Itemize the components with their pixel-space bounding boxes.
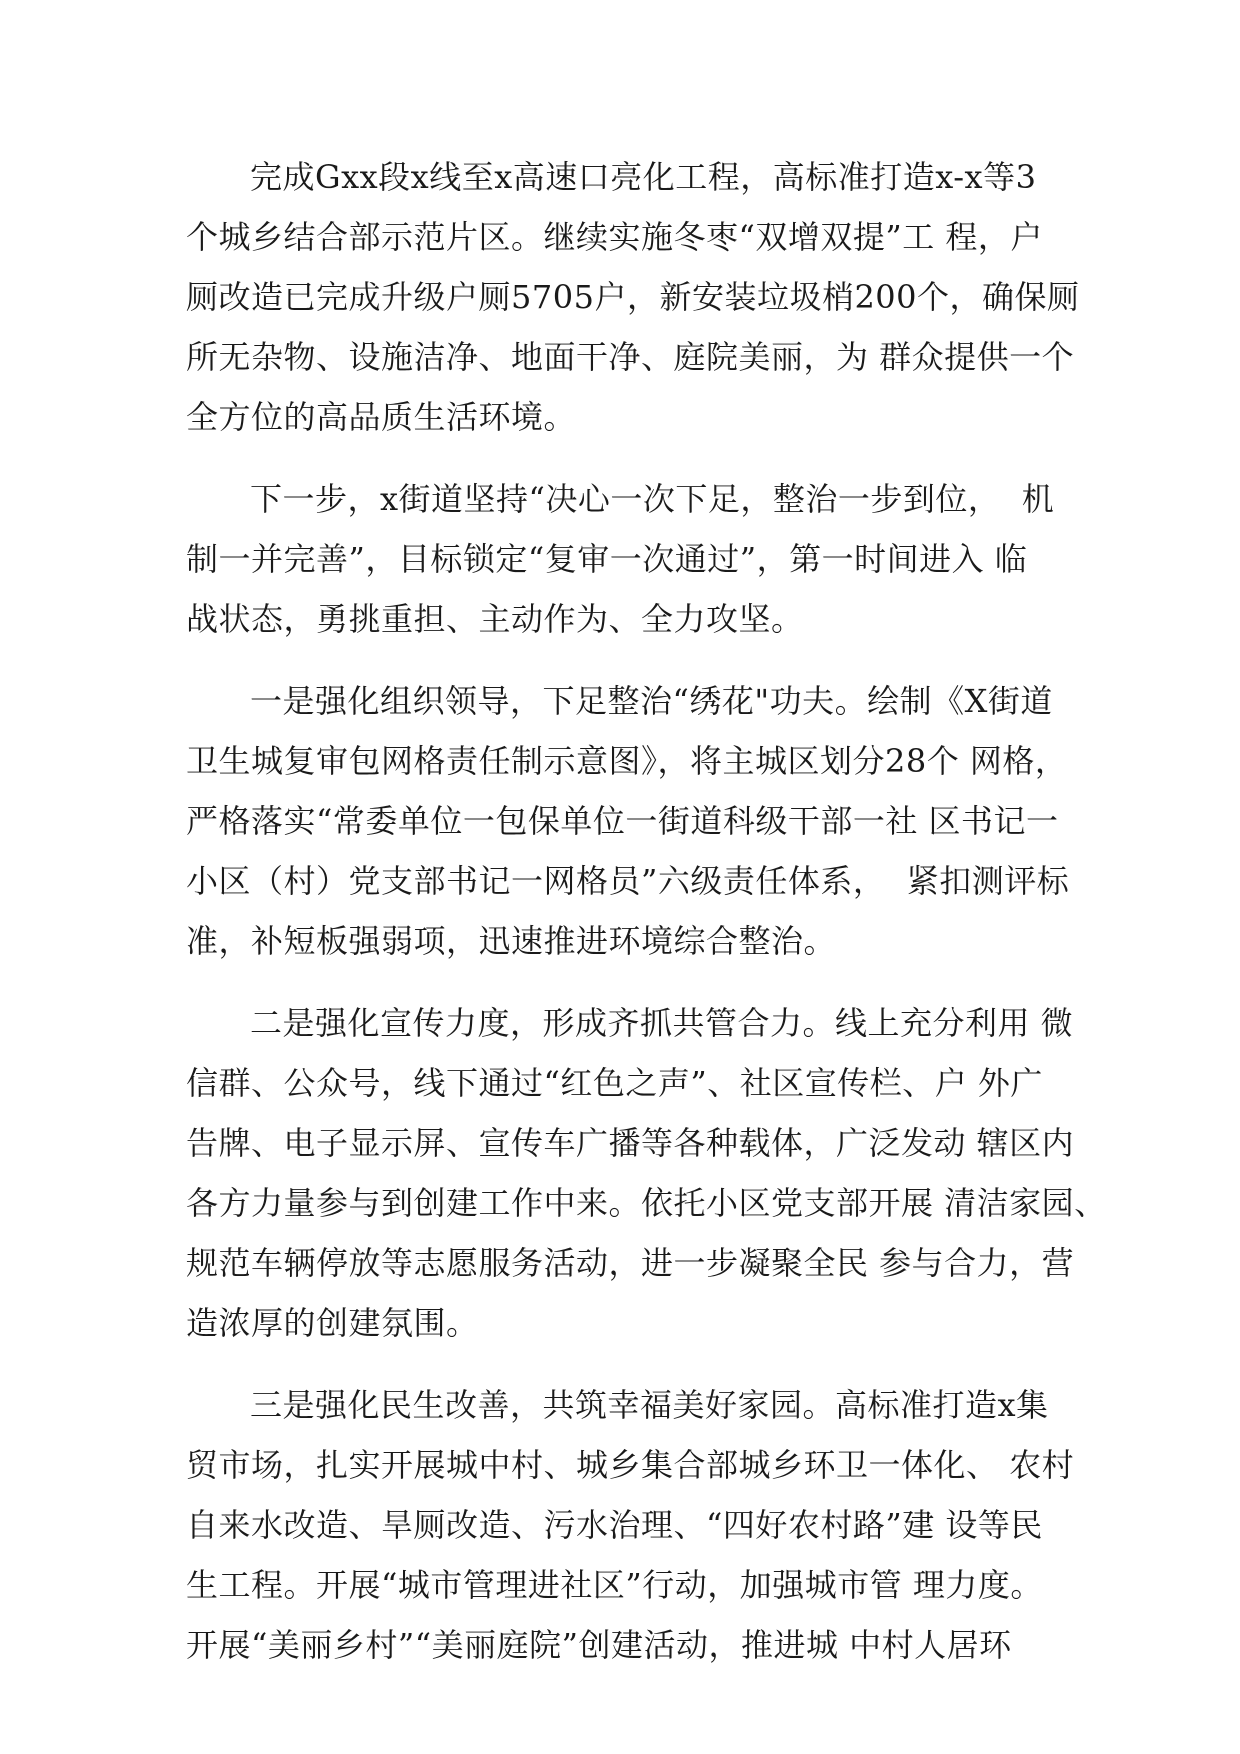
text-line: 完成Gxx段x线至x高速口亮化工程，高标准打造x-x等3 <box>250 158 1037 196</box>
paragraph-3 <box>186 671 1070 971</box>
text-line: 造浓厚的创建氛围。 <box>186 1304 479 1342</box>
text-line: 二是强化宣传力度，形成齐抓共管合力。线上充分利用 微 <box>250 1004 1074 1042</box>
text-line: 制一并完善”，目标锁定“复审一次通过”，第一时间进入 临 <box>186 540 1028 578</box>
text-line: 全方位的高品质生活环境。 <box>186 398 577 436</box>
text-line: 所无杂物、设施洁净、地面干净、庭院美丽，为 群众提供一个 <box>186 338 1075 376</box>
text-line: 告牌、电子显示屏、宣传车广播等各种载体，广泛发动 辖区内 <box>186 1124 1075 1162</box>
text-line: 厕改造已完成升级户厕5705户，新安装垃圾梢200个，确保厕 <box>186 278 1080 316</box>
text-line: 信群、公众号，线下通过“红色之声”、社区宣传栏、户 外广 <box>186 1064 1043 1102</box>
document-body <box>186 147 1107 1697</box>
text-line: 准，补短板强弱项，迅速推进环境综合整治。 <box>186 922 837 960</box>
text-line: 个城乡结合部示范片区。继续实施冬枣“双增双提”工 程，户 <box>186 218 1043 256</box>
paragraph-5 <box>186 1375 1075 1675</box>
text-line: 严格落实“常委单位一包保单位一街道科级干部一社 区书记一 <box>186 802 1059 840</box>
text-line: 各方力量参与到创建工作中来。依托小区党支部开展 清洁家园、 <box>186 1184 1107 1222</box>
paragraph-1 <box>186 147 1080 447</box>
text-line: 下一步，x街道坚持“决心一次下足，整治一步到位， 机 <box>250 480 1055 518</box>
paragraph-2 <box>186 469 1066 649</box>
text-line: 小区（村）党支部书记一网格员”六级责任体系， 紧扣测评标 <box>186 862 1070 900</box>
text-line: 自来水改造、旱厕改造、污水治理、“四好农村路”建 设等民 <box>186 1506 1043 1544</box>
text-line: 三是强化民生改善，共筑幸福美好家园。高标准打造x集 <box>250 1386 1049 1424</box>
text-line: 卫生城复审包网格责任制示意图》，将主城区划分28个 网格， <box>186 742 1068 780</box>
text-line: 贸市场，扎实开展城中村、城乡集合部城乡环卫一体化、 农村 <box>186 1446 1075 1484</box>
text-line: 生工程。开展“城市管理进社区”行动，加强城市管 理力度。 <box>186 1566 1043 1604</box>
text-line: 开展“美丽乡村”“美丽庭院”创建活动，推进城 中村人居环 <box>186 1626 1012 1664</box>
text-line: 规范车辆停放等志愿服务活动，进一步凝聚全民 参与合力，营 <box>186 1244 1075 1282</box>
text-line: 一是强化组织领导，下足整治“绣花"功夫。绘制《X街道 <box>250 682 1053 720</box>
text-line: 战状态，勇挑重担、主动作为、全力攻坚。 <box>186 600 804 638</box>
paragraph-4 <box>186 993 1107 1353</box>
